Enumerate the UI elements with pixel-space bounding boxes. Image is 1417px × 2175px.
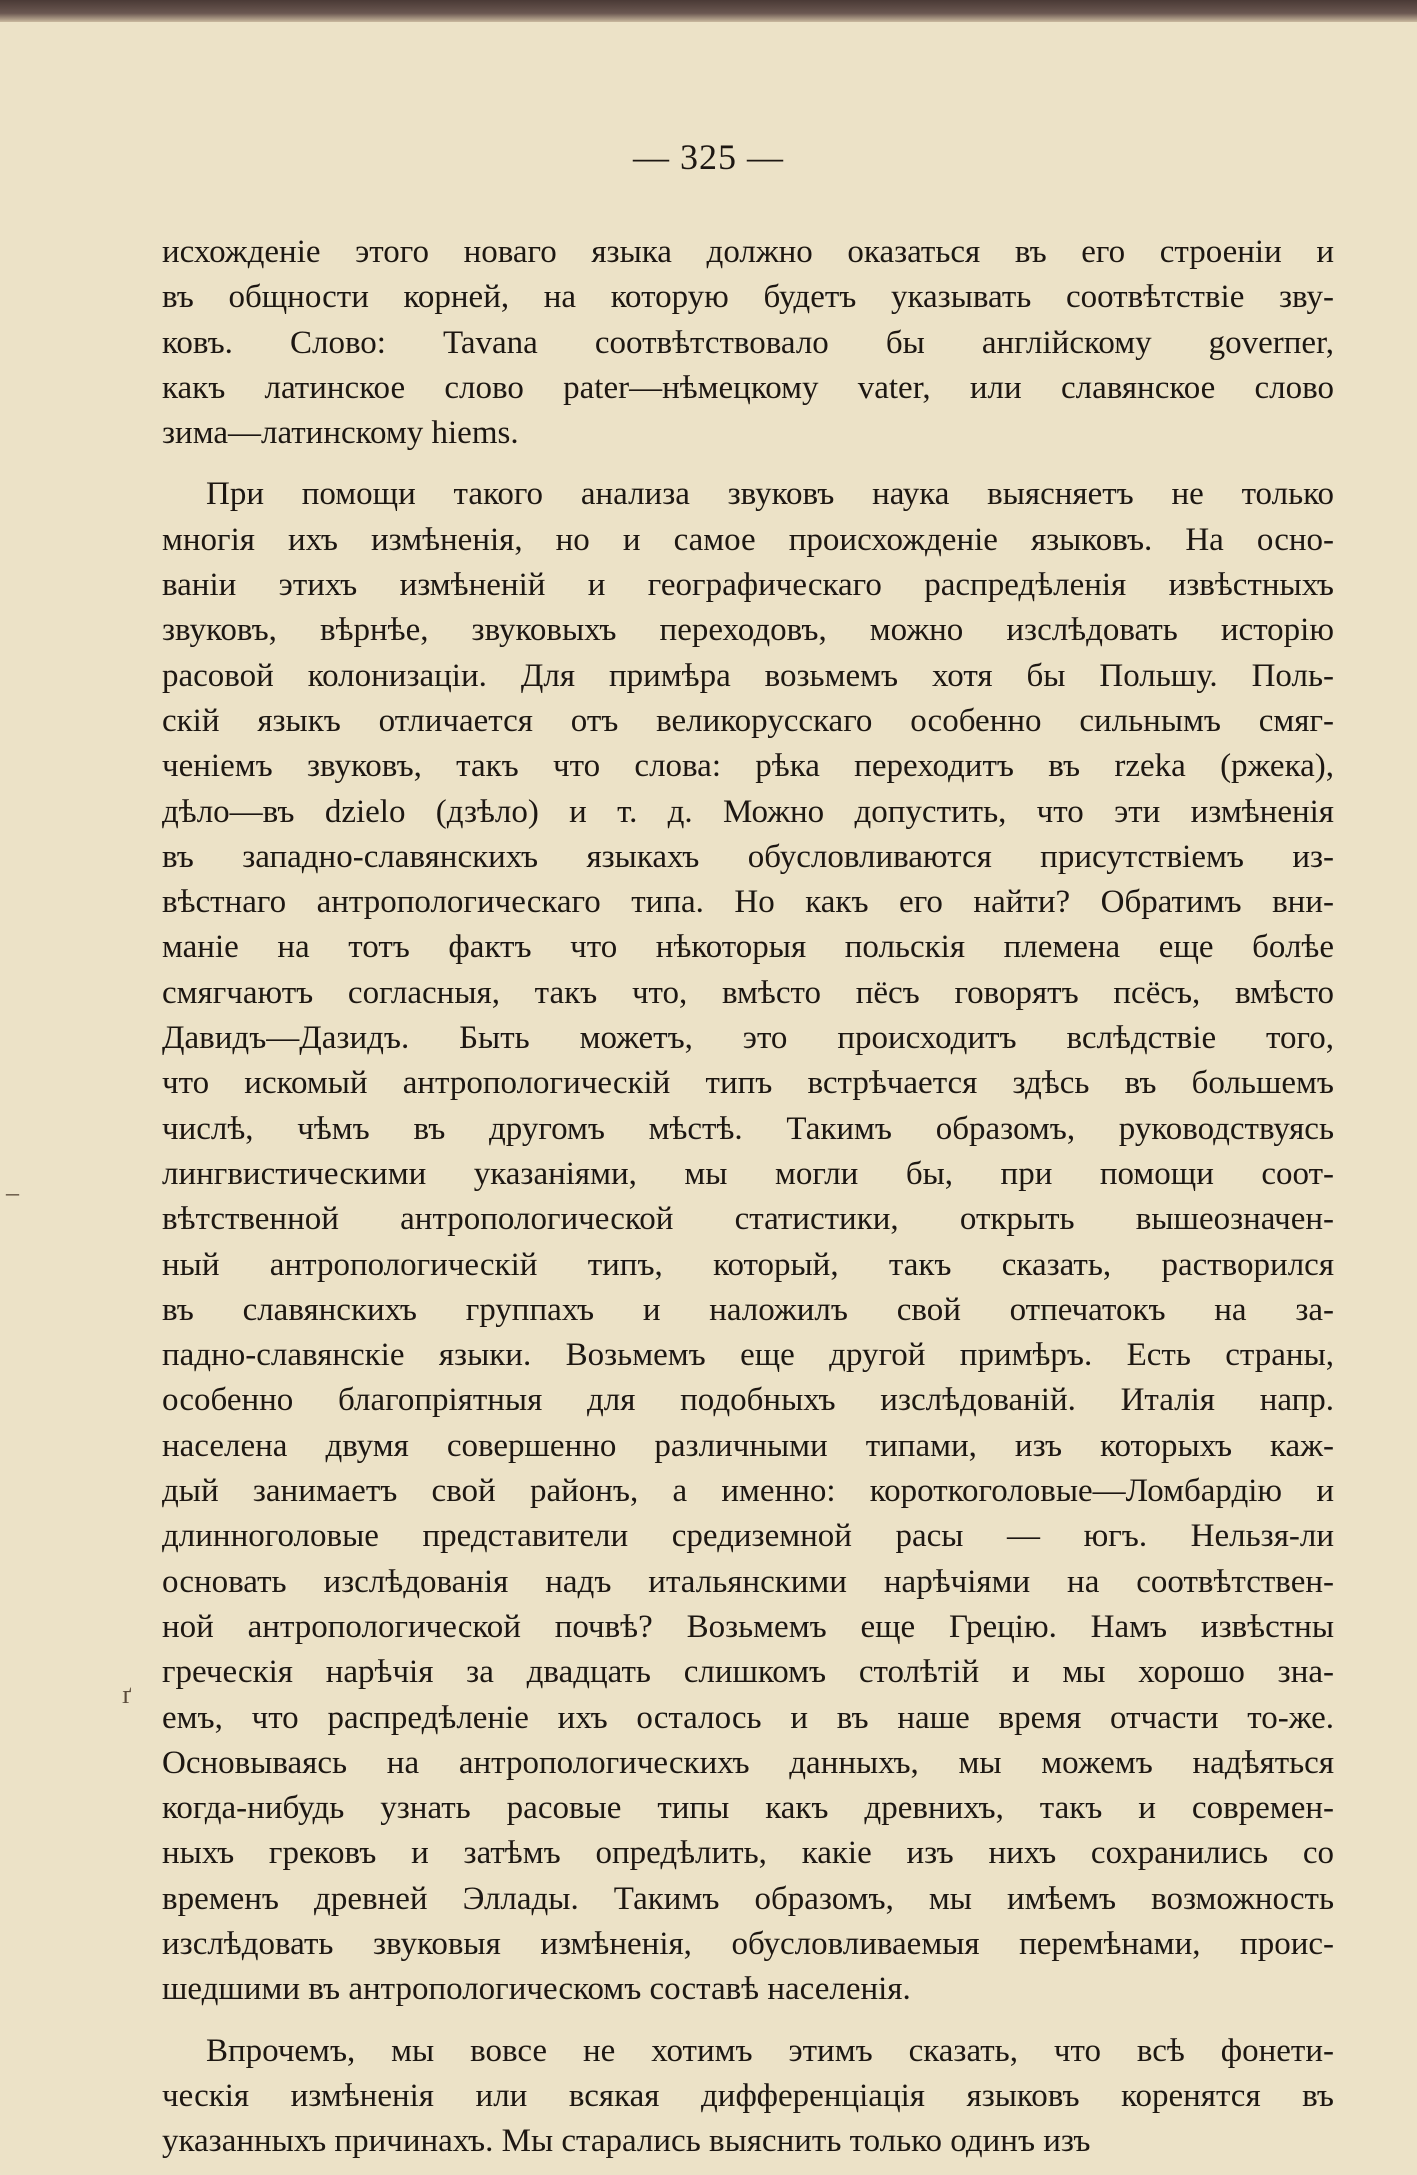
text-line: зима—латинскому hiems. [162, 415, 519, 452]
text-line: Давидъ—Дазидъ. Быть можетъ, это происходитъ вслѣдствіе того, [162, 1020, 1334, 1057]
text-line: многія ихъ измѣненія, но и самое происхожденіе языковъ. На осно- [162, 521, 1334, 558]
text-line: падно-славянскіе языки. Возьмемъ еще другой примѣръ. Есть страны, [162, 1337, 1334, 1374]
text-line: шедшими въ антропологическомъ составѣ населенія. [162, 1971, 911, 2008]
text-line: При помощи такого анализа звуковъ наука выясняетъ не только [206, 476, 1334, 513]
text-line: маніе на тотъ фактъ что нѣкоторыя польскія племена еще болѣе [162, 929, 1334, 966]
text-line: основать изслѣдованія надъ итальянскими нарѣчіями на соотвѣтствен- [162, 1563, 1334, 1600]
text-line: вѣстнаго антропологическаго типа. Но какъ его найти? Обратимъ вни- [162, 884, 1334, 921]
text-line: ваніи этихъ измѣненій и географическаго распредѣленія извѣстныхъ [162, 567, 1334, 604]
paragraph [162, 2029, 1334, 2165]
page-number: — 325 — [633, 137, 784, 177]
text-line: указанныхъ причинахъ. Мы старались выяснить только одинъ изъ [162, 2123, 1091, 2160]
text-line: въ славянскихъ группахъ и наложилъ свой отпечатокъ на за- [162, 1291, 1334, 1328]
text-line: въ западно-славянскихъ языкахъ обусловливаются присутствіемъ из- [162, 838, 1334, 875]
text-line: Основываясь на антропологическихъ данныхъ, мы можемъ надѣяться [162, 1744, 1334, 1781]
text-line: вѣтственной антропологической статистики, открыть вышеозначен- [162, 1201, 1334, 1238]
text-line: изслѣдовать звуковыя измѣненія, обусловливаемыя перемѣнами, проис- [162, 1925, 1334, 1962]
text-line: скій языкъ отличается отъ великорусскаго особенно сильнымъ смяг- [162, 702, 1334, 739]
text-line: расовой колонизаціи. Для примѣра возьмемъ хотя бы Польшу. Поль- [162, 657, 1334, 694]
text-line: ной антропологической почвѣ? Возьмемъ еще Грецію. Намъ извѣстны [162, 1608, 1334, 1645]
body-text [162, 230, 1334, 2164]
text-line: греческія нарѣчія за двадцать слишкомъ столѣтій и мы хорошо зна- [162, 1654, 1334, 1691]
paragraph [162, 230, 1334, 456]
text-line: ковъ. Слово: Tavana соотвѣтствовало бы англійскому goverпer, [162, 324, 1334, 361]
text-line: особенно благопріятныя для подобныхъ изслѣдованій. Италія напр. [162, 1382, 1334, 1419]
text-line: исхожденіе этого новаго языка должно оказаться въ его строеніи и [162, 234, 1334, 270]
text-line: какъ латинское слово pater—нѣмецкому vater, или славянское слово [162, 369, 1334, 406]
paragraph [162, 472, 1334, 2012]
text-line: населена двумя совершенно различными типами, изъ которыхъ каж- [162, 1427, 1334, 1464]
text-line: Впрочемъ, мы вовсе не хотимъ этимъ сказать, что всѣ фонети- [206, 2032, 1334, 2069]
text-line: когда-нибудь узнать расовые типы какъ древнихъ, такъ и современ- [162, 1790, 1334, 1827]
text-line: ческія измѣненія или всякая дифференціація языковъ коренятся въ [162, 2077, 1334, 2114]
text-line: лингвистическими указаніями, мы могли бы, при помощи соот- [162, 1155, 1334, 1192]
page-top-edge [0, 0, 1417, 22]
text-line: что искомый антропологическій типъ встрѣчается здѣсь въ большемъ [162, 1065, 1334, 1102]
text-line: емъ, что распредѣленіе ихъ осталось и въ наше время отчасти то-же. [162, 1699, 1334, 1736]
text-line: дый занимаетъ свой районъ, а именно: короткоголовые—Ломбардію и [162, 1473, 1334, 1510]
text-line: ныхъ грековъ и затѣмъ опредѣлить, какіе изъ нихъ сохранились со [162, 1835, 1334, 1872]
text-line: длинноголовые представители средиземной расы — югъ. Нельзя-ли [162, 1518, 1334, 1555]
margin-mark-dash: – [6, 1178, 19, 1207]
text-line: смягчаютъ согласныя, такъ что, вмѣсто пёсъ говорятъ псёсъ, вмѣсто [162, 974, 1334, 1011]
text-line: временъ древней Эллады. Такимъ образомъ, мы имѣемъ возможность [162, 1880, 1334, 1917]
text-line: звуковъ, вѣрнѣе, звуковыхъ переходовъ, можно изслѣдовать исторію [162, 612, 1334, 649]
text-line: ченіемъ звуковъ, такъ что слова: рѣка переходитъ въ rzeka (ржека), [162, 748, 1334, 785]
text-line: въ общности корней, на которую будетъ указывать соотвѣтствіе зву- [162, 279, 1334, 316]
text-line: числѣ, чѣмъ въ другомъ мѣстѣ. Такимъ образомъ, руководствуясь [162, 1110, 1334, 1147]
text-line: дѣло—въ dzielo (дзѣло) и т. д. Можно допустить, что эти измѣненія [162, 793, 1334, 830]
text-line: ный антропологическій типъ, который, такъ сказать, растворился [162, 1246, 1334, 1283]
margin-mark-tick: ґ [122, 1680, 132, 1709]
